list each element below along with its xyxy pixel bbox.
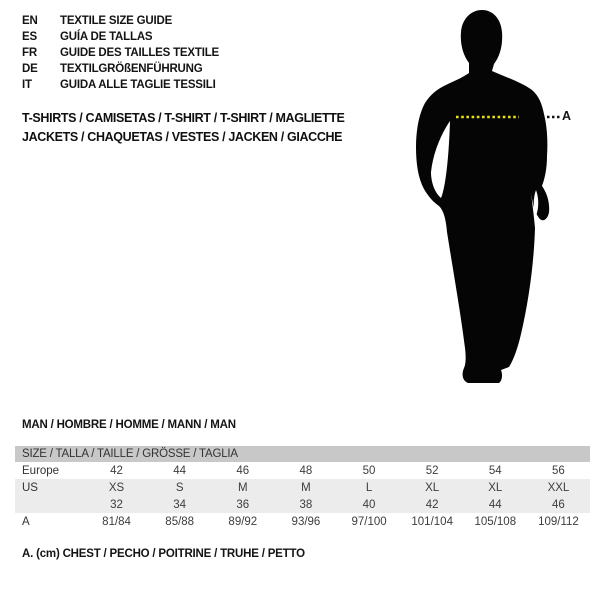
size-value: 50 [362,464,376,477]
table-header-row [15,446,590,462]
size-value: 105/108 [474,515,517,528]
table-row-us-numbers [15,496,590,513]
language-code: DE [22,63,38,75]
size-value: 44 [173,464,187,477]
size-value: 101/104 [411,515,453,528]
measure-label-a: A [562,109,572,123]
language-title: TEXTILGRÖßENFÜHRUNG [60,63,203,75]
size-value: 89/92 [228,515,258,528]
size-value: XXL [547,481,570,494]
body-shape [416,10,549,383]
size-value: 52 [425,464,439,477]
size-value: XS [108,481,125,494]
row-label: A [22,515,30,528]
language-title: GUIDE DES TAILLES TEXTILE [60,47,219,59]
size-value: 46 [552,498,565,511]
size-table [15,446,590,530]
size-value: 40 [362,498,376,511]
size-value: M [301,481,311,494]
table-row-europe [15,462,590,479]
size-value: 42 [110,464,123,477]
size-value: 38 [299,498,313,511]
table-row-chest-a [15,513,590,530]
language-code: ES [22,31,37,43]
row-label: Europe [22,464,60,477]
language-code: FR [22,47,37,59]
section-title: MAN / HOMBRE / HOMME / MANN / MAN [22,419,236,431]
language-code: EN [22,15,38,27]
size-value: L [365,481,373,494]
measurement-footnote: A. (cm) CHEST / PECHO / POITRINE / TRUHE / PETTO [22,548,305,560]
category-jackets: JACKETS / CHAQUETAS / VESTES / JACKEN / GIACCHE [22,130,343,144]
language-code: IT [22,79,32,91]
size-value: 109/112 [538,515,579,528]
size-value: 81/84 [102,515,131,528]
table-row-us-letters [15,479,590,496]
size-value: M [238,481,248,494]
size-value: S [175,481,184,494]
row-label: US [22,481,38,494]
size-value: 97/100 [351,515,387,528]
size-value: 48 [299,464,313,477]
size-value: 85/88 [165,515,195,528]
size-value: 34 [173,498,187,511]
size-value: 93/96 [291,515,321,528]
size-value: XL [425,481,440,494]
size-value: 46 [236,464,250,477]
table-header-label: SIZE / TALLA / TAILLE / GRÖSSE / TAGLIA [22,448,238,460]
size-value: 54 [488,464,502,477]
size-value: 56 [552,464,565,477]
language-title: TEXTILE SIZE GUIDE [60,15,173,27]
language-title: GUIDA ALLE TAGLIE TESSILI [60,79,216,91]
size-value: 44 [488,498,502,511]
size-value: 32 [110,498,123,511]
size-value: 42 [425,498,439,511]
size-value: 36 [236,498,250,511]
size-value: XL [488,481,503,494]
category-tshirts: T-SHIRTS / CAMISETAS / T-SHIRT / T-SHIRT / MAGLIETTE [22,111,345,125]
language-title: GUÍA DE TALLAS [60,31,153,43]
